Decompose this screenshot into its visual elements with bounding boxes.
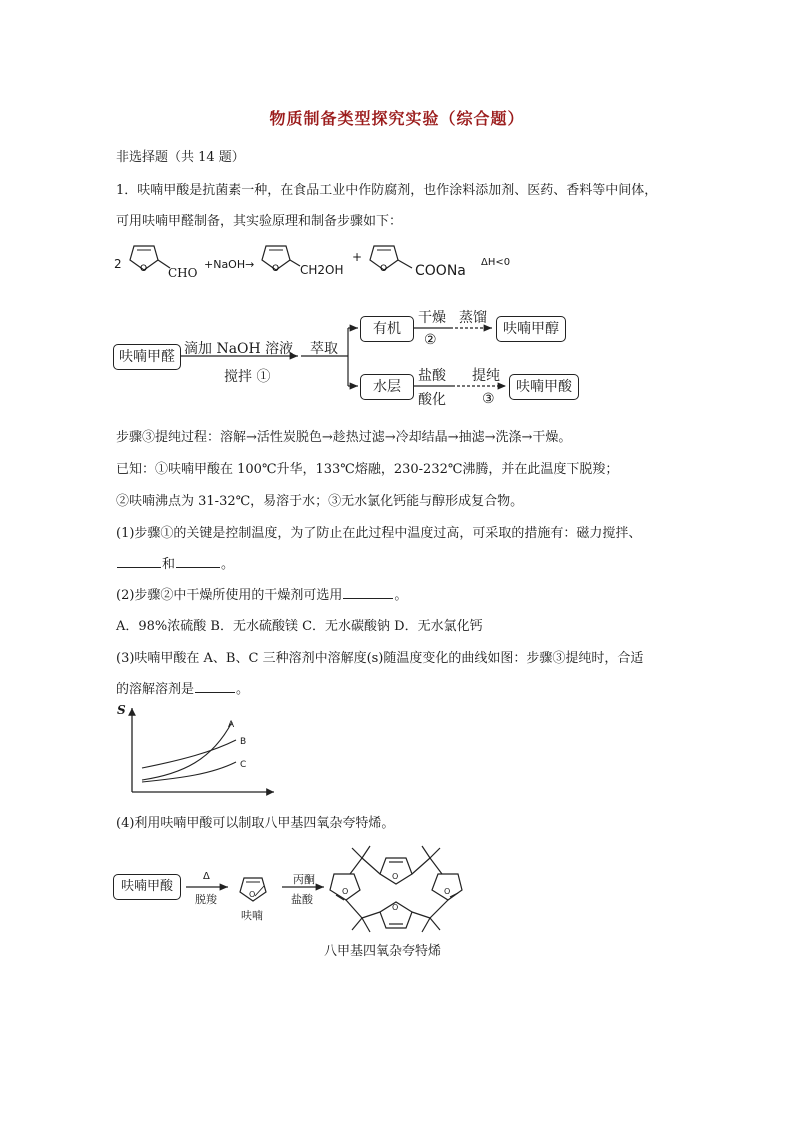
hcl-label: 盐酸 xyxy=(418,368,446,384)
part2-options: A．98%浓硫酸 B．无水硫酸镁 C．无水碳酸钠 D．无水氯化钙 xyxy=(116,619,483,634)
step1-reagent-label: 滴加 NaOH 溶液 xyxy=(184,341,294,357)
part3-question-line-1: (3)呋喃甲酸在 A、B、C 三种溶剂中溶解度(s)随温度变化的曲线如图：步骤③提纯时，合适 xyxy=(116,651,644,666)
furan-label: 呋喃 xyxy=(241,909,263,922)
dry-label: 干燥 xyxy=(418,310,446,326)
part2-end-text: 。 xyxy=(394,588,408,603)
organic-layer-box: 有机 xyxy=(360,316,414,342)
distill-label: 蒸馏 xyxy=(459,310,487,326)
start-box-furfural: 呋喃甲醛 xyxy=(113,344,181,370)
aqueous-layer-box: 水层 xyxy=(360,374,414,400)
part2-text: (2)步骤②中干燥所使用的干燥剂可选用 xyxy=(116,588,343,603)
graph-y-label: S xyxy=(117,703,126,717)
arrow2-condition-acetone: 丙酮 xyxy=(293,873,315,886)
svg-text:O: O xyxy=(272,264,280,274)
svg-text:O: O xyxy=(140,264,148,274)
macrocycle-oxygen-left: O xyxy=(342,887,349,896)
page-title: 物质制备类型探究实验（综合题） xyxy=(269,109,525,128)
carboxylate-group: COONa xyxy=(415,263,466,279)
part1-end-text: 。 xyxy=(221,557,235,572)
curve-c-label: C xyxy=(240,760,247,770)
furfuryl-alcohol-box: 呋喃甲醇 xyxy=(496,316,566,342)
curve-a-label: A xyxy=(228,720,235,730)
step2-marker: ② xyxy=(424,332,437,348)
reagent-naoh: +NaOH→ xyxy=(204,258,255,271)
aldehyde-group: CHO xyxy=(168,266,198,280)
scheme-start-box: 呋喃甲酸 xyxy=(113,874,181,900)
step3-description: 步骤③提纯过程：溶解→活性炭脱色→趁热过滤→冷却结晶→抽滤→洗涤→干燥。 xyxy=(116,430,572,445)
macrocycle-oxygen-top: O xyxy=(392,872,399,881)
part3-end-text: 。 xyxy=(236,682,250,697)
known-info-line-1: 已知：①呋喃甲酸在 100℃升华，133℃熔融，230-232℃沸腾，并在此温度下脱羧； xyxy=(116,462,619,477)
step3-marker: ③ xyxy=(482,391,495,407)
part4-question: (4)利用呋喃甲酸可以制取八甲基四氧杂夸特烯。 xyxy=(116,816,395,831)
extract-label: 萃取 xyxy=(310,341,338,357)
furan-oxygen: O xyxy=(249,890,256,899)
furoic-acid-box: 呋喃甲酸 xyxy=(509,374,579,400)
reaction-coefficient: 2 xyxy=(114,257,122,271)
plus-sign: + xyxy=(352,250,363,264)
curve-b-label: B xyxy=(240,737,247,747)
part3-text: 的溶解溶剂是 xyxy=(116,682,195,697)
part1-and-text: 和 xyxy=(162,557,176,572)
macrocycle-oxygen-bottom: O xyxy=(392,903,399,912)
question-1-intro-line-1: 1．呋喃甲酸是抗菌素一种，在食品工业中作防腐剂，也作涂料添加剂、医药、香料等中间体， xyxy=(116,183,658,198)
section-heading: 非选择题（共 14 题） xyxy=(116,150,245,165)
acidify-label: 酸化 xyxy=(418,392,446,408)
step1-stir-label: 搅拌 ① xyxy=(224,369,271,385)
arrow1-condition-decarboxylate: 脱羧 xyxy=(195,893,217,906)
svg-text:O: O xyxy=(380,264,388,274)
hydroxymethyl-group: CH2OH xyxy=(300,263,344,277)
question-1-intro-line-2: 可用呋喃甲醛制备，其实验原理和制备步骤如下： xyxy=(116,214,403,229)
arrow1-condition-heat: Δ xyxy=(203,871,210,882)
part1-question: (1)步骤①的关键是控制温度，为了防止在此过程中温度过高，可采取的措施有：磁力搅拌、 xyxy=(116,526,642,541)
product-label: 八甲基四氧杂夸特烯 xyxy=(324,944,442,959)
arrow2-condition-hcl: 盐酸 xyxy=(291,893,313,906)
known-info-line-2: ②呋喃沸点为 31-32℃，易溶于水；③无水氯化钙能与醇形成复合物。 xyxy=(116,494,524,509)
enthalpy-label: ΔH<0 xyxy=(481,257,511,268)
macrocycle-oxygen-right: O xyxy=(444,887,451,896)
purify-label: 提纯 xyxy=(472,368,500,384)
